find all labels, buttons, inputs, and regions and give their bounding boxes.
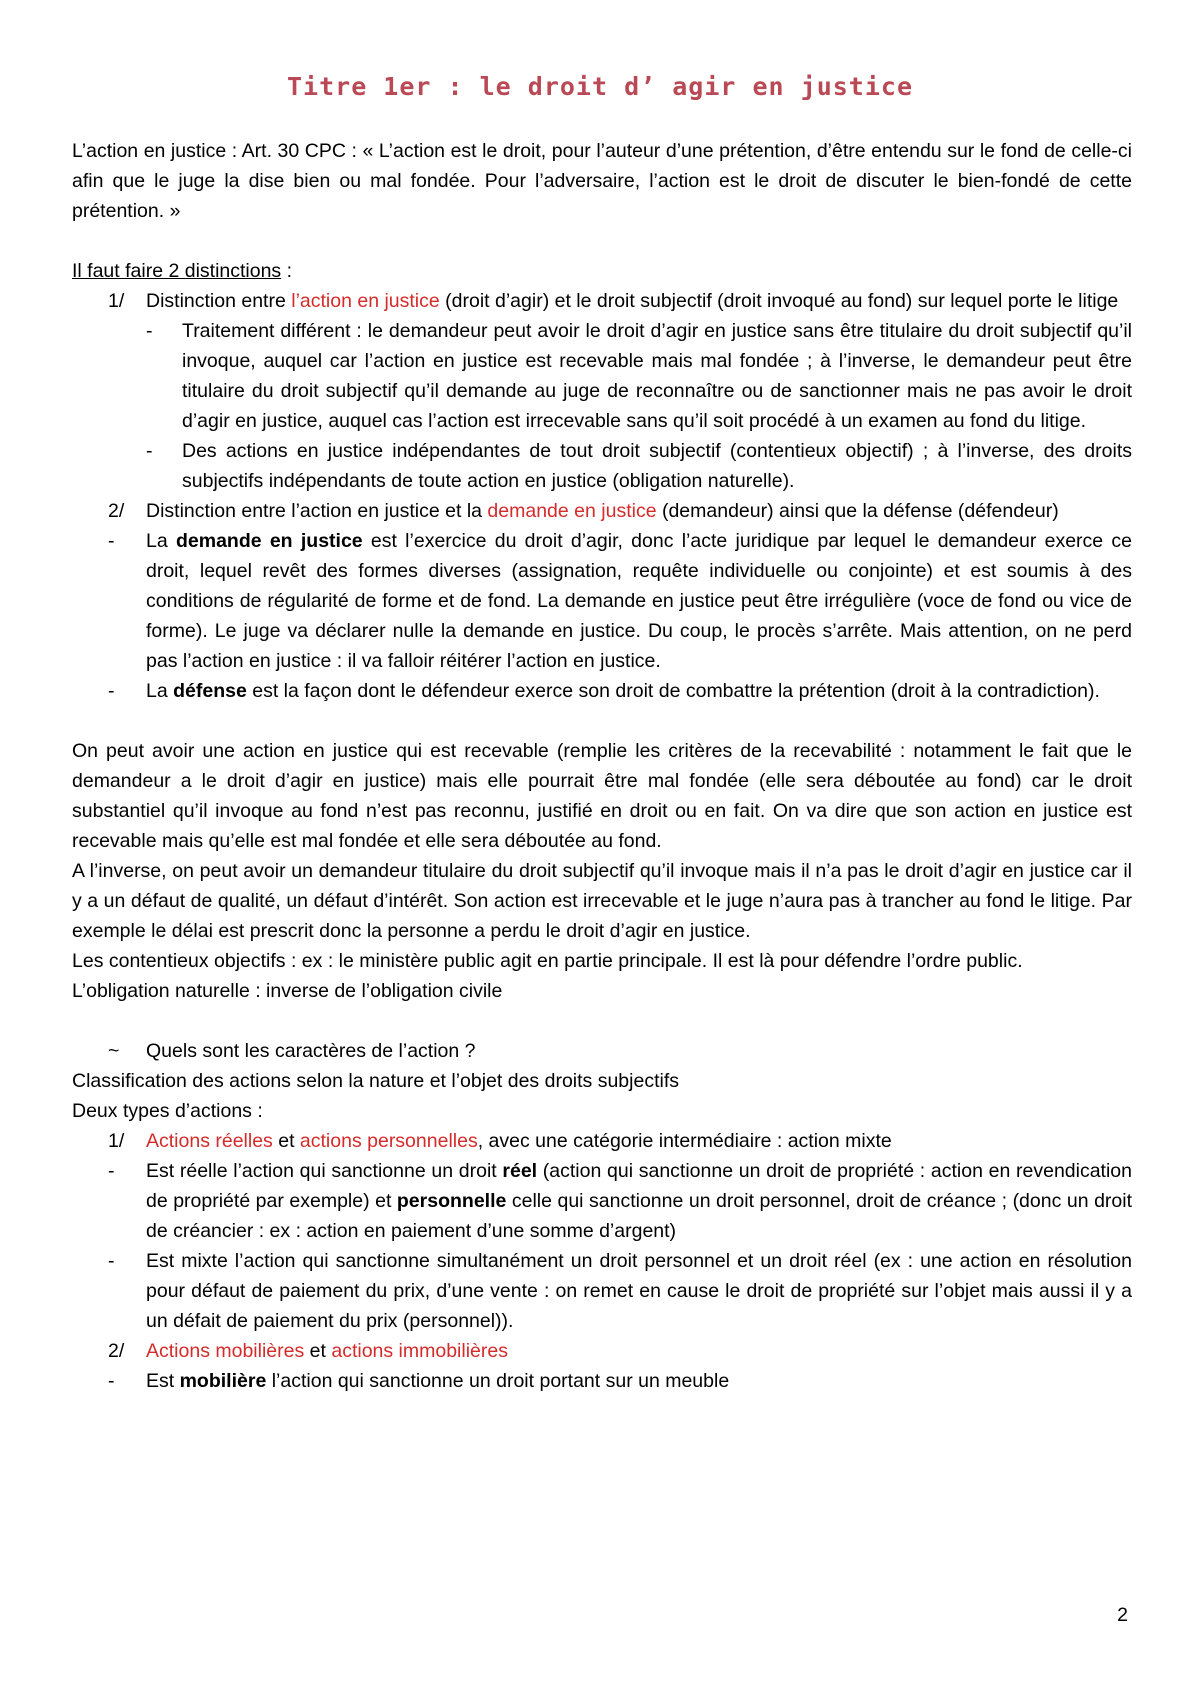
classification-line: Classification des actions selon la nature et l’objet des droits subjectifs (72, 1070, 679, 1092)
list-marker: 2/ (108, 500, 125, 522)
list-marker: 1/ (108, 1130, 125, 1152)
intro-paragraph: L’action en justice : Art. 30 CPC : « L’action est le droit, pour l’auteur d’une prétention, d’être entendu sur le fond de celle-ci afin que le juge la dise bien ou mal fondée. Pour l’adversaire, l’action est le droit de discuter le bien-fondé de cette prétention. » (72, 140, 1132, 222)
paragraph: On peut avoir une action en justice qui est recevable (remplie les critères de la recevabilité : notamment le fait que le demandeur a le droit d’agir en justice) mais elle pourrait être mal fondée (elle sera déboutée au fond) car le droit substantiel qu’il invoque au fond n’est pas reconnu, justifié en droit ou en fait. On va dire que son action en justice est recevable mais qu’elle est mal fondée et elle sera déboutée au fond. (72, 740, 1132, 852)
list-marker: 2/ (108, 1340, 125, 1362)
paragraph: Les contentieux objectifs : ex : le ministère public agit en partie principale. Il est là pour défendre l’ordre public. (72, 950, 1023, 972)
document-body (72, 136, 1132, 1396)
distinction-1: 1/ Distinction entre l’action en justice (droit d’agir) et le droit subjectif (droit invoqué au fond) sur lequel porte le litige (72, 286, 1132, 316)
page-title: Titre 1er : le droit d’ agir en justice (287, 72, 913, 101)
type-1: 1/ Actions réelles et actions personnelles, avec une catégorie intermédiaire : action mixte (72, 1126, 1132, 1156)
distinction-2: 2/ Distinction entre l’action en justice et la demande en justice (demandeur) ainsi que la défense (défendeur) (72, 496, 1132, 526)
paragraph: L’obligation naturelle : inverse de l’obligation civile (72, 980, 503, 1002)
list-marker: 1/ (108, 290, 125, 312)
tilde-marker: ~ (108, 1040, 120, 1062)
caracteres-question: ~ Quels sont les caractères de l’action ? (72, 1036, 1132, 1066)
paragraph: A l’inverse, on peut avoir un demandeur titulaire du droit subjectif qu’il invoque mais il n’a pas le droit d’agir en justice car il y a un défaut de qualité, un défaut d’intérêt. Son action est irrecevable et le juge n’aura pas à trancher au fond le litige. Par exemple le délai est prescrit donc la personne a perdu le droit d’agir en justice. (72, 860, 1132, 942)
type-1-item: - Est mixte l’action qui sanctionne simultanément un droit personnel et un droit réel (ex : une action en résolution pour défaut de paiement du prix, d’une vente : on remet en cause le droit de propriété sur l’objet mais aussi il y a un défait de paiement du prix (personnel)). (108, 1250, 1132, 1332)
type-1-item: - Est réelle l’action qui sanctionne un droit réel (action qui sanctionne un droit de propriété : action en revendication de propriété par exemple) et personnelle celle qui sanctionne un droit personnel, droit de créance ; (donc un droit de créancier : ex : action en paiement d’une somme d’argent) (108, 1160, 1132, 1242)
types-line: Deux types d’actions : (72, 1100, 263, 1122)
distinction-2-item: - La défense est la façon dont le défendeur exerce son droit de combattre la prétention (droit à la contradiction). (108, 680, 1100, 702)
distinction-1-bullet: - Des actions en justice indépendantes de tout droit subjectif (contentieux objectif) ; à l’inverse, des droits subjectifs indépendants de toute action en justice (obligation naturelle). (146, 440, 1132, 492)
distinction-2-item: - La demande en justice est l’exercice du droit d’agir, donc l’acte juridique par lequel le demandeur exerce ce droit, lequel revêt des formes diverses (assignation, requête individuelle ou conjointe) et est soumis à des conditions de régularité de forme et de fond. La demande en justice peut être irrégulière (voce de fond ou vice de forme). Le juge va déclarer nulle la demande en justice. Du coup, le procès s’arrête. Mais attention, on ne perd pas l’action en justice : il va falloir réitérer l’action en justice. (108, 530, 1133, 672)
page-number: 2 (1117, 1604, 1128, 1626)
distinctions-heading: Il faut faire 2 distinctions : (72, 260, 293, 282)
highlight-demande-en-justice: demande en justice (487, 500, 657, 522)
highlight-action-en-justice: l’action en justice (291, 290, 440, 312)
type-2-item: - Est mobilière l’action qui sanctionne un droit portant sur un meuble (108, 1370, 730, 1392)
distinction-1-bullet: - Traitement différent : le demandeur peut avoir le droit d’agir en justice sans être titulaire du droit subjectif qu’il invoque, auquel car l’action en justice est recevable mais mal fondée ; à l’inverse, le demandeur peut être titulaire du droit subjectif qu’il demande au juge de reconnaître ou de sanctionner mais ne pas avoir le droit d’agir en justice, auquel cas l’action est irrecevable sans qu’il soit procédé à un examen au fond du litige. (146, 320, 1132, 432)
type-2: 2/ Actions mobilières et actions immobilières (72, 1336, 1132, 1366)
